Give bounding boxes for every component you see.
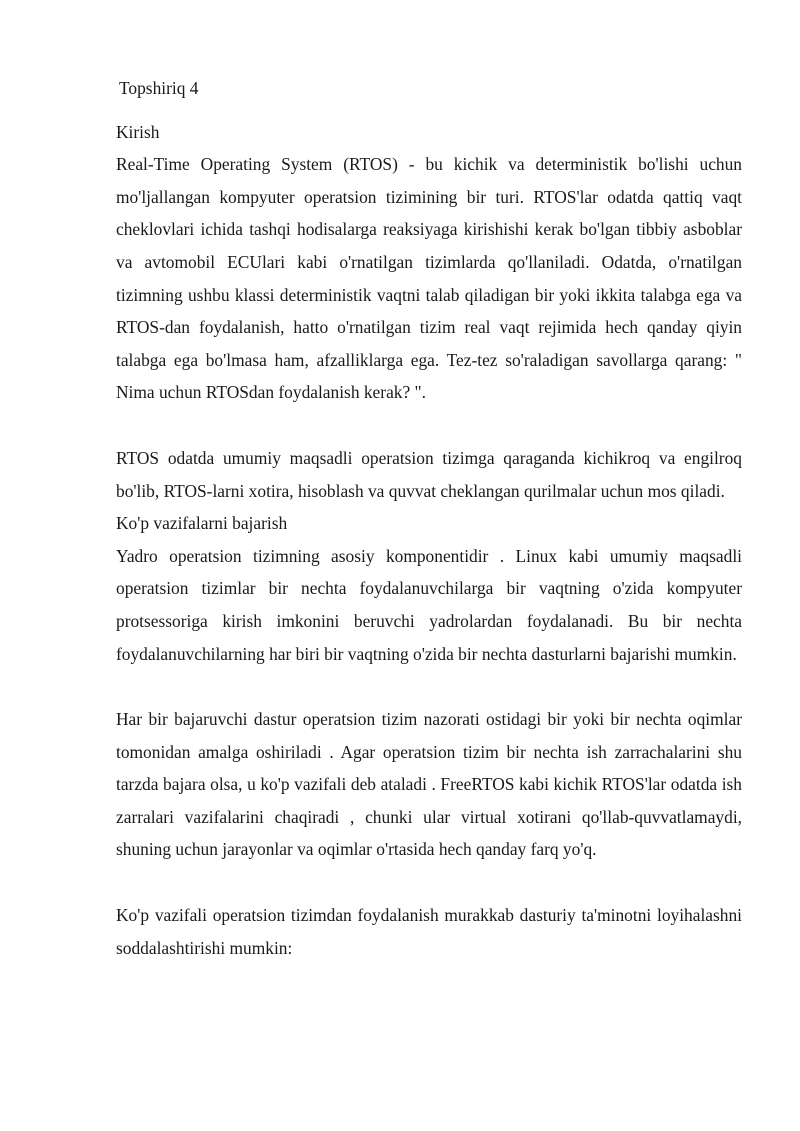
paragraph-spacer <box>116 409 742 442</box>
paragraph-spacer <box>116 670 742 703</box>
paragraph-rtos-size: RTOS odatda umumiy maqsadli operatsion tizimga qaraganda kichikroq va engilroq bo'lib, RTOS-larni xotira, hisoblash va quvvat cheklangan qurilmalar uchun mos qiladi. <box>116 447 742 501</box>
section-heading-multitasking: Ko'p vazifalarni bajarish <box>116 513 288 534</box>
document-title: Topshiriq 4 <box>119 78 199 98</box>
document-body <box>116 72 742 964</box>
paragraph-threads: Har bir bajaruvchi dastur operatsion tizim nazorati ostidagi bir yoki bir nechta oqimlar tomonidan amalga oshiriladi . Agar operatsion tizim bir nechta ish zarrachalarini shu tarzda bajara olsa, u ko'p vazifali deb ataladi . FreeRTOS kabi kichik RTOS'lar odatda ish zarralari vazifalarini chaqiradi , chunki ular virtual xotirani qo'llab-quvvatlamaydi, shuning uchun jarayonlar va oqimlar o'rtasida hech qanday farq yo'q. <box>116 709 742 860</box>
section-heading-kirish: Kirish <box>116 121 160 142</box>
paragraph-rtos-definition: Real-Time Operating System (RTOS) - bu kichik va deterministik bo'lishi uchun mo'ljallangan kompyuter operatsion tizimining bir turi. RTOS'lar odatda qattiq vaqt cheklovlari ichida tashqi hodisalarga reaksiyaga kirishishi kerak bo'lgan tibbiy asboblar va avtomobil ECUlari kabi o'rnatilgan tizimlarda qo'llaniladi. Odatda, o'rnatilgan tizimning ushbu klassi deterministik vaqtni talab qiladigan bir yoki ikkita talabga ega va RTOS-dan foydalanish, hatto o'rnatilgan tizim real vaqt rejimida hech qanday qiyin talabga ega bo'lmasa ham, afzalliklarga ega. Tez-tez so'raladigan savollarga qarang: " Nima uchun RTOSdan foydalanish kerak? ". <box>116 154 742 403</box>
paragraph-spacer <box>116 866 742 899</box>
paragraph-multitasking-benefits: Ko'p vazifali operatsion tizimdan foydalanish murakkab dasturiy ta'minotni loyihalashni soddalashtirishi mumkin: <box>116 905 742 958</box>
paragraph-kernel: Yadro operatsion tizimning asosiy komponentidir . Linux kabi umumiy maqsadli operatsion tizimlar bir nechta foydalanuvchilarga bir vaqtning o'zida kompyuter protsessoriga kirish imkonini beruvchi yadrolardan foydalanadi. Bu bir nechta foydalanuvchilarning har biri bir vaqtning o'zida bir nechta dasturlarni bajarishi mumkin. <box>116 545 742 664</box>
